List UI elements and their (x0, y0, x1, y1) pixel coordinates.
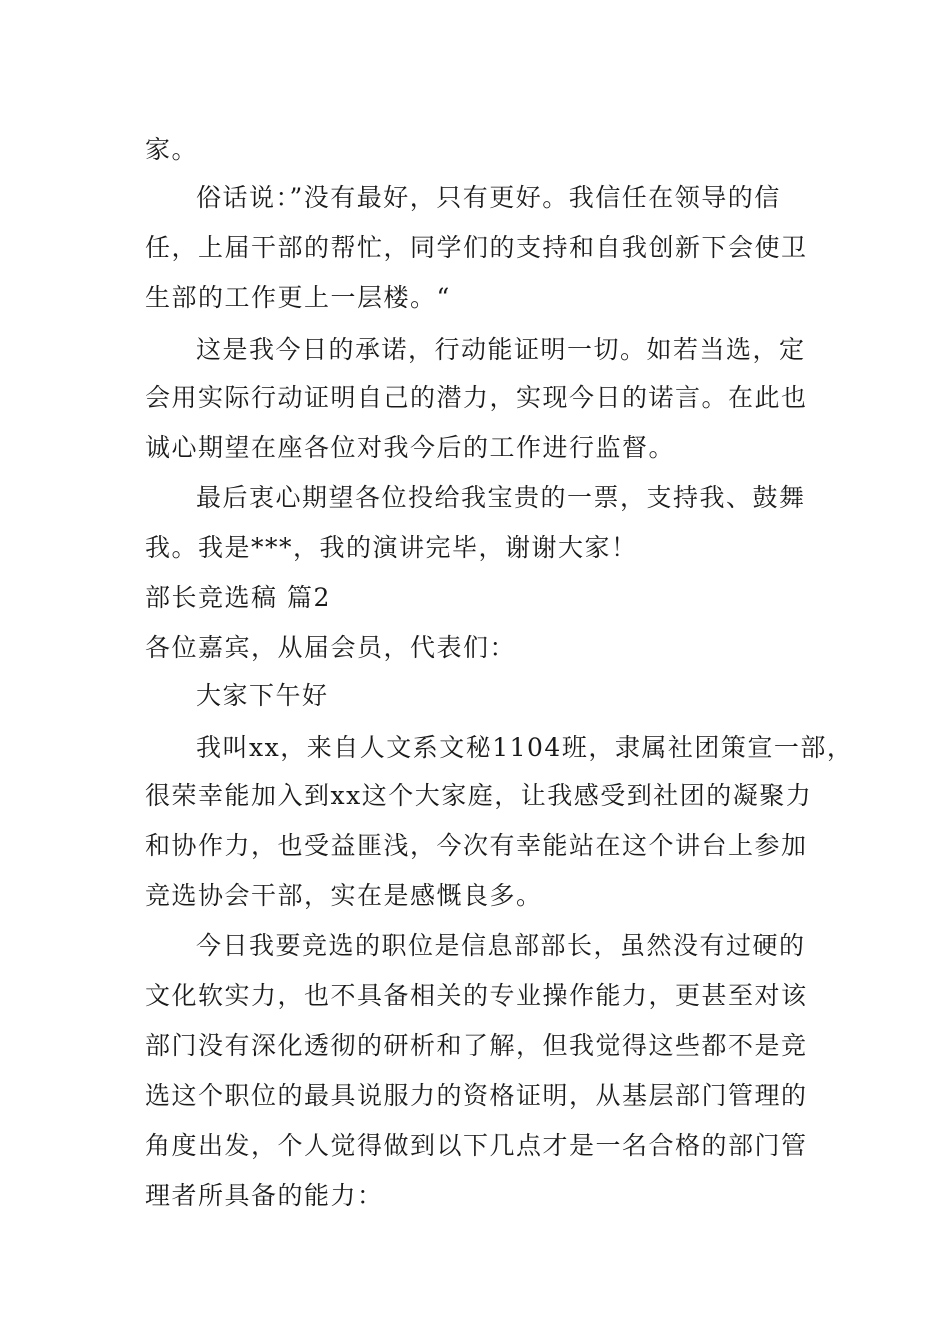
text-line: 理者所具备的能力： (145, 1181, 384, 1210)
salutation: 各位嘉宾，从届会员，代表们： (145, 633, 517, 662)
text-line: 家。 (145, 135, 199, 164)
section-heading: 部长竞选稿 篇2 (145, 583, 331, 612)
text-line: 这是我今日的承诺，行动能证明一切。如若当选，定 (196, 335, 806, 364)
text-line: 俗话说：”没有最好，只有更好。我信任在领导的信 (196, 183, 781, 212)
text-line: 诚心期望在座各位对我今后的工作进行监督。 (145, 433, 676, 462)
text-line: 竞选协会干部，实在是感慨良多。 (145, 881, 543, 910)
text-line: 很荣幸能加入到xx这个大家庭，让我感受到社团的凝聚力 (145, 781, 813, 810)
text-line: 选这个职位的最具说服力的资格证明，从基层部门管理的 (145, 1081, 808, 1110)
text-line: 我。我是***，我的演讲完毕，谢谢大家！ (145, 533, 638, 562)
text-line: 我叫xx，来自人文系文秘1104班，隶属社团策宣一部， (196, 733, 854, 762)
text-line: 部门没有深化透彻的研析和了解，但我觉得这些都不是竞 (145, 1031, 808, 1060)
text-line: 最后衷心期望各位投给我宝贵的一票，支持我、鼓舞 (196, 483, 806, 512)
text-line: 角度出发，个人觉得做到以下几点才是一名合格的部门管 (145, 1131, 808, 1160)
text-line: 和协作力，也受益匪浅，今次有幸能站在这个讲台上参加 (145, 831, 808, 860)
text-line: 今日我要竞选的职位是信息部部长，虽然没有过硬的 (196, 931, 806, 960)
greeting: 大家下午好 (196, 681, 329, 710)
text-line: 文化软实力，也不具备相关的专业操作能力，更甚至对该 (145, 981, 808, 1010)
text-line: 会用实际行动证明自己的潜力，实现今日的诺言。在此也 (145, 383, 808, 412)
text-line: 任，上届干部的帮忙，同学们的支持和自我创新下会使卫 (145, 233, 808, 262)
text-line: 生部的工作更上一层楼。“ (145, 283, 451, 312)
